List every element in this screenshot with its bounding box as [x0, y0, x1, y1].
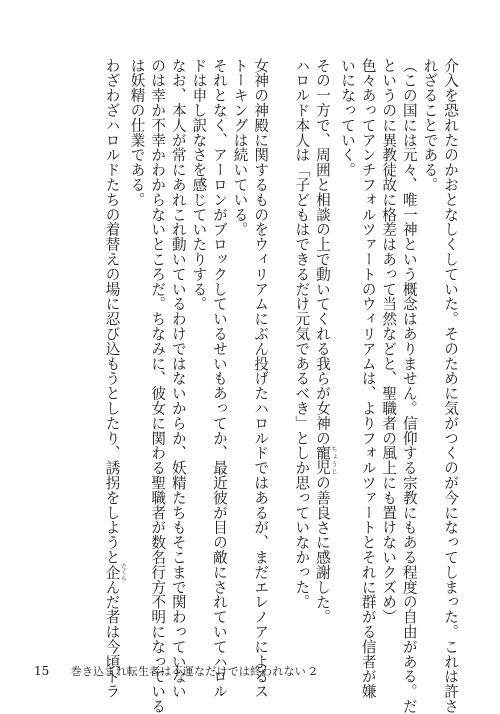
text-line: れざることである。 — [421, 58, 439, 193]
text-line: ドは申し訳なさを感じていたりする。 — [190, 58, 208, 312]
text-line: 介入を恐れたのかおとなしくしていた。そのために気がつくのが今になってしまった。これは許さ — [442, 58, 459, 714]
text-line: は妖精の仕業である。 — [128, 58, 146, 207]
text-line: のは幸か不幸かわからないところだ。ちなみに、彼女に関わる聖職者が数名行方不明になっている — [149, 58, 167, 714]
book-title: 巻き込まれ転生者は不運なだけでは終われない 2 — [70, 665, 317, 678]
text-line: ハロルド本人は「子どもはできるだけ元気であるべき」としか思っていなかった。 — [293, 58, 311, 610]
text-line: なお、本人が常にあれこれ動いているわけではないからか、妖精たちもそこまで関わっていない — [169, 58, 187, 699]
text-line: （この国には元々、唯一神という概念はありません。信仰する宗教にもある程度の自由がある。だ — [400, 58, 418, 714]
text-line: 女神の神殿に関するものをウィリアムにぶん投げたハロルドではあるが、まだエレノアによるス — [252, 58, 270, 699]
furigana: 寵児 ちょうじ — [313, 445, 337, 476]
text-line: トーキングは続いている。 — [231, 58, 249, 237]
page-number: 15 — [34, 664, 50, 678]
text-line: それとなく、アーロンがブロックしているせいもあってか、最近彼が目の敵にされていてハロル — [210, 58, 228, 699]
page-footer — [34, 662, 317, 680]
text-line: いになっていく。 — [339, 58, 357, 178]
text-line: その一方で、周囲と相談の上で動いてくれる我らが女神の寵児 ちょうじの善良さに感謝した。 — [313, 58, 337, 625]
text-line: というのに異教徒故に格差はあって当然などと、聖職者の風上にも置けないクズめ） — [380, 58, 398, 625]
blank-line — [270, 58, 291, 630]
text-line: 色々あってアンチフォルツァートのウィリアムは、よりフォルツァートとそれに群がる信者が嫌 — [359, 58, 377, 699]
furigana: 企 たくら — [103, 563, 127, 582]
text-line: わざわざハロルドたちの着替えの場に忍び込もうとしたり、誘拐をしようと企 たくらんだ者は今頃トラ — [103, 58, 127, 699]
